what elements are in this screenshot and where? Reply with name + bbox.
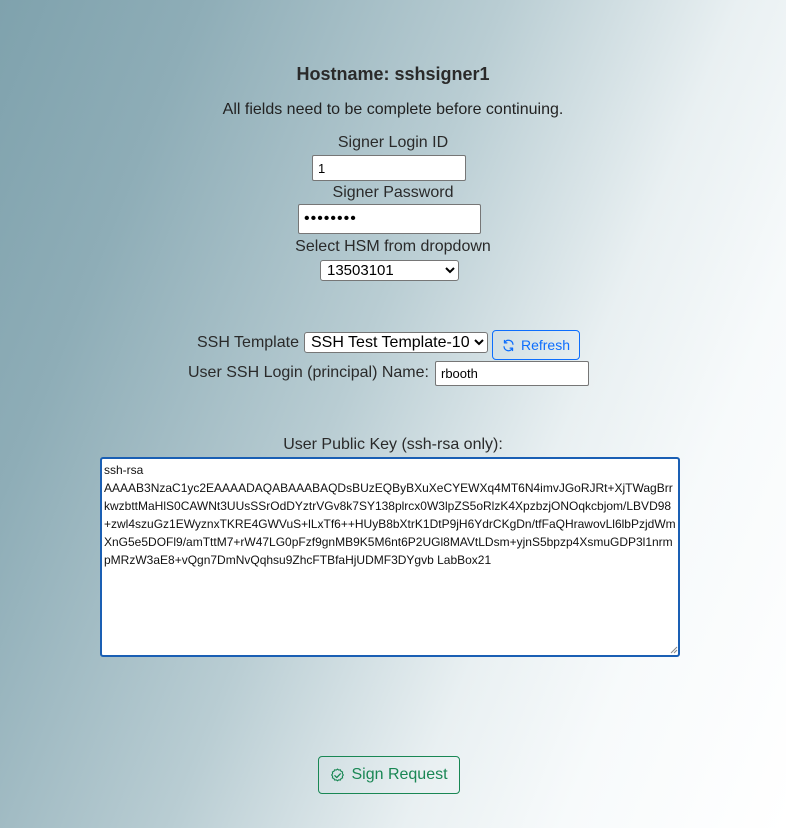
pubkey-label: User Public Key (ssh-rsa only): <box>283 436 503 453</box>
refresh-icon <box>502 339 515 352</box>
principal-input[interactable] <box>435 361 589 386</box>
password-label: Signer Password <box>332 184 454 201</box>
page-title: Hostname: sshsigner1 <box>296 64 490 84</box>
instructions-text: All fields need to be complete before continuing. <box>222 101 564 118</box>
resize-grip-icon[interactable] <box>670 646 678 654</box>
check-circle-icon <box>330 768 345 783</box>
hsm-label: Select HSM from dropdown <box>295 238 491 255</box>
sign-request-button[interactable] <box>318 756 460 794</box>
principal-label: User SSH Login (principal) Name: <box>188 364 429 381</box>
login-id-label: Signer Login ID <box>337 134 449 151</box>
ssh-template-select[interactable] <box>304 332 488 353</box>
password-input[interactable] <box>298 204 481 234</box>
refresh-button[interactable] <box>492 330 580 360</box>
refresh-button-label: Refresh <box>520 337 571 353</box>
login-id-input[interactable] <box>312 155 466 181</box>
sign-request-label: Sign Request <box>351 766 448 783</box>
ssh-template-label: SSH Template <box>197 334 299 351</box>
hsm-select[interactable] <box>320 260 459 281</box>
pubkey-textarea[interactable] <box>100 457 680 657</box>
